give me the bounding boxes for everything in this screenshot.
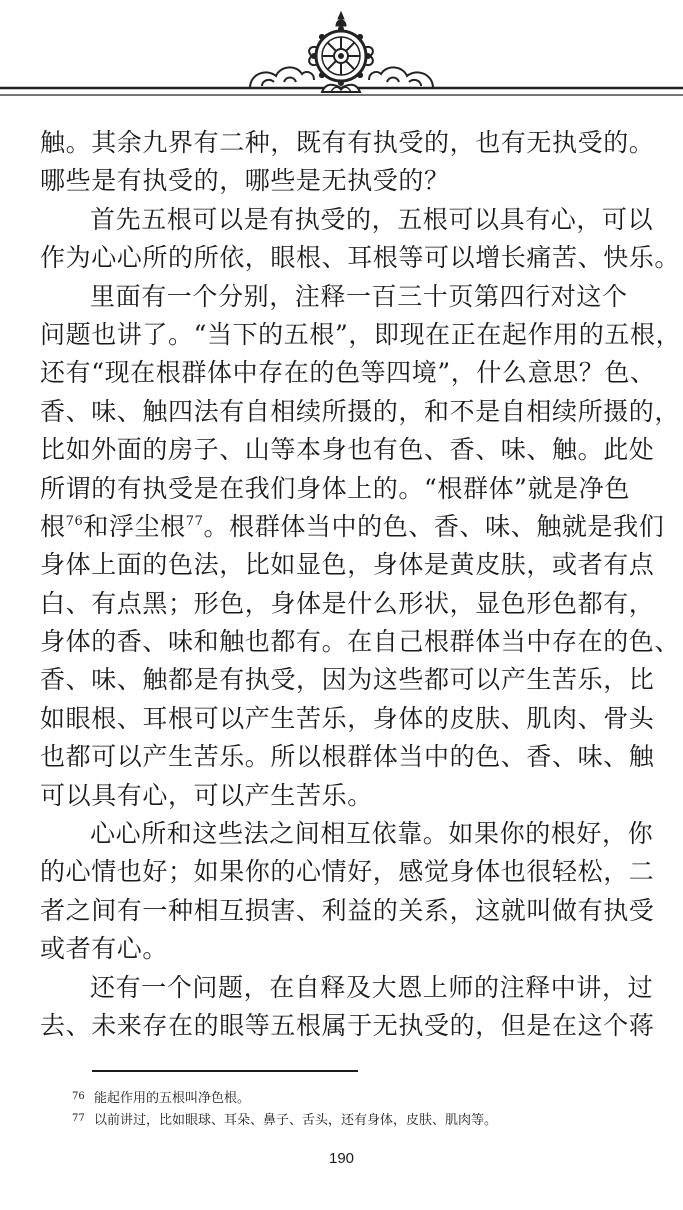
text-line: 还有一个问题，在自释及大恩上师的注释中讲，过 xyxy=(90,972,654,1002)
text-line: 问题也讲了。“当下的五根”，即现在正在起作用的五根， xyxy=(40,319,682,349)
left-cloud-icon xyxy=(250,67,314,88)
text-line: 还有“现在根群体中存在的色等四境”，什么意思？色、 xyxy=(40,358,656,388)
footnotes xyxy=(72,1086,652,1130)
page-header xyxy=(0,0,683,112)
text-line: 触。其余九界有二种，既有有执受的，也有无执受的。 xyxy=(40,128,655,157)
footnote-ref-76[interactable]: 76 xyxy=(65,513,84,529)
text-line: 里面有一个分别，注释一百三十页第四行对这个 xyxy=(90,281,628,311)
text-line: 可以具有心，可以产生苦乐。 xyxy=(40,780,373,810)
text-line: 所谓的有执受是在我们身体上的。“根群体”就是净色 xyxy=(40,473,630,503)
text-line: 或者有心。 xyxy=(40,934,169,964)
header-ornament xyxy=(0,0,683,112)
page-number: 190 xyxy=(328,1150,355,1167)
text-line: 者之间有一种相互损害、利益的关系，这就叫做有执受 xyxy=(40,895,655,925)
text-line: 的心情也好；如果你的心情好，感觉身体也很轻松，二 xyxy=(40,857,655,887)
footnote-separator xyxy=(92,1070,358,1072)
text-line: 身体的香、味和触也都有。在自己根群体当中存在的色、 xyxy=(40,627,681,657)
text-line: 心心所和这些法之间相互依靠。如果你的根好，你 xyxy=(90,819,654,849)
text-line: 去、未来存在的眼等五根属于无执受的，但是在这个蒋 xyxy=(40,1010,655,1040)
body-text xyxy=(40,124,682,1045)
text-line: 香、味、触都是有执受，因为这些都可以产生苦乐，比 xyxy=(40,665,655,695)
text-span: 。根群体当中的色、香、味、触就是我们 xyxy=(203,511,665,541)
text-line: 如眼根、耳根可以产生苦乐，身体的皮肤、肌肉、骨头 xyxy=(40,703,655,733)
footnote-text: 能起作用的五根叫净色根。 xyxy=(94,1091,251,1106)
text-line-with-footnote-refs xyxy=(40,508,665,546)
footnote-77 xyxy=(72,1108,652,1130)
footnote-number: 77 xyxy=(72,1113,85,1124)
text-line: 白、有点黑；形色，身体是什么形状，显色形色都有， xyxy=(40,588,655,618)
text-span: 和浮尘根 xyxy=(83,511,186,541)
footnote-number: 76 xyxy=(72,1091,85,1102)
right-cloud-icon xyxy=(369,67,433,88)
footnote-ref-77[interactable]: 77 xyxy=(185,513,204,529)
text-line: 作为心心所的所依，眼根、耳根等可以增长痛苦、快乐。 xyxy=(40,243,681,273)
text-line: 首先五根可以是有执受的，五根可以具有心，可以 xyxy=(90,204,654,234)
footnote-76 xyxy=(72,1086,652,1108)
text-line: 比如外面的房子、山等本身也有色、香、味、触。此处 xyxy=(40,435,655,465)
footnote-text: 以前讲过，比如眼球、耳朵、鼻子、舌头，还有身体，皮肤、肌肉等。 xyxy=(94,1113,498,1128)
text-line: 香、味、触四法有自相续所摄的，和不是自相续所摄的， xyxy=(40,396,681,426)
text-line: 也都可以产生苦乐。所以根群体当中的色、香、味、触 xyxy=(40,742,655,772)
text-line: 哪些是有执受的，哪些是无执受的？ xyxy=(40,166,450,196)
dharma-wheel-icon xyxy=(309,12,373,92)
text-line: 身体上面的色法，比如显色，身体是黄皮肤，或者有点 xyxy=(40,550,655,580)
text-span: 根 xyxy=(40,511,66,541)
